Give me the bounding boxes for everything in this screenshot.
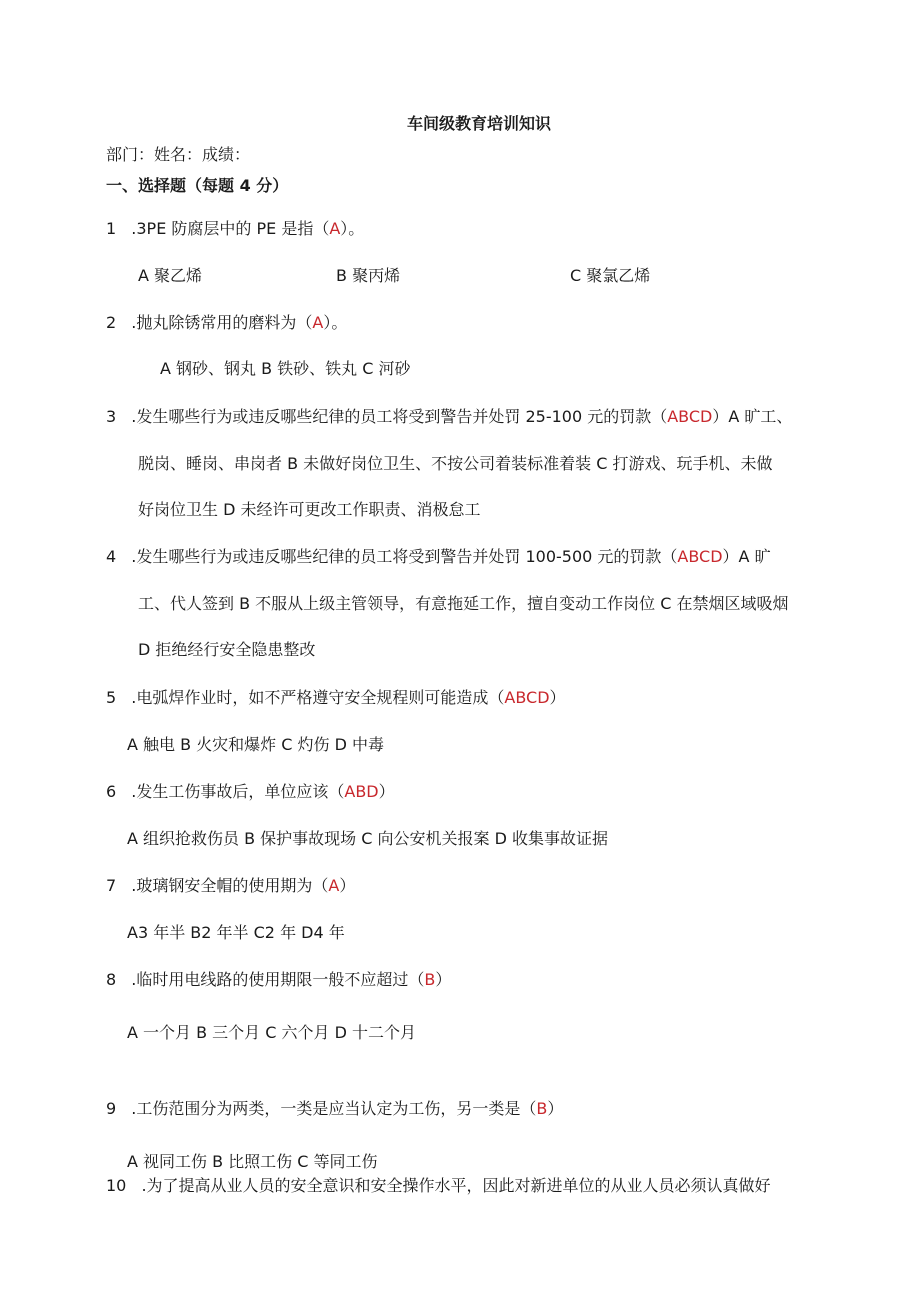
answer-text: B: [424, 970, 436, 989]
question-4: 4 .发生哪些行为或违反哪些纪律的员工将受到警告并处罚 100-500 元的罚款（ABCD）A 旷: [106, 547, 771, 566]
question-text: .发生哪些行为或违反哪些纪律的员工将受到警告并处罚 100-500 元的罚款（: [131, 547, 678, 566]
options-line: A3 年半 B2 年半 C2 年 D4 年: [127, 923, 345, 942]
question-text: .发生哪些行为或违反哪些纪律的员工将受到警告并处罚 25-100 元的罚款（: [131, 407, 668, 426]
answer-text: ABCD: [667, 407, 713, 426]
question-7: 7 .玻璃钢安全帽的使用期为（A）: [106, 876, 356, 895]
answer-text: ABCD: [504, 688, 550, 707]
question-3: 3 .发生哪些行为或违反哪些纪律的员工将受到警告并处罚 25-100 元的罚款（ABCD）A 旷工、: [106, 407, 793, 426]
question-number: 3: [106, 407, 117, 426]
question-number: 4: [106, 547, 117, 566]
options-line: A 视同工伤 B 比照工伤 C 等同工伤: [127, 1152, 378, 1171]
question-6: 6 .发生工伤事故后，单位应该（ABD）: [106, 782, 395, 801]
question-1: 1 .3PE 防腐层中的 PE 是指（A）。: [106, 219, 365, 238]
question-continuation: 好岗位卫生 D 未经许可更改工作职责、消极怠工: [138, 500, 481, 519]
question-2: 2 .抛丸除锈常用的磨料为（A）。: [106, 313, 348, 332]
question-text: .临时用电线路的使用期限一般不应超过（: [131, 970, 425, 989]
page-title: 车间级教育培训知识: [407, 114, 552, 133]
option-a: A 聚乙烯: [138, 266, 203, 285]
question-number: 10: [106, 1176, 127, 1195]
question-number: 8: [106, 970, 117, 989]
question-number: 2: [106, 313, 117, 332]
question-text: .电弧焊作业时，如不严格遵守安全规程则可能造成（: [131, 688, 505, 707]
option-c: C 聚氯乙烯: [570, 266, 651, 285]
answer-text: A: [328, 876, 340, 895]
answer-text: B: [536, 1099, 548, 1118]
question-number: 5: [106, 688, 117, 707]
question-number: 9: [106, 1099, 117, 1118]
question-continuation: 脱岗、睡岗、串岗者 B 未做好岗位卫生、不按公司着装标准着装 C 打游戏、玩手机、未做: [138, 454, 773, 473]
section-heading: 一、选择题（每题 4 分）: [106, 176, 289, 195]
options-line: A 组织抢救伤员 B 保护事故现场 C 向公安机关报案 D 收集事故证据: [127, 829, 609, 848]
question-text: .工伤范围分为两类，一类是应当认定为工伤，另一类是（: [131, 1099, 537, 1118]
option-b: B 聚丙烯: [336, 266, 401, 285]
question-number: 6: [106, 782, 117, 801]
question-text: .3PE 防腐层中的 PE 是指（: [131, 219, 330, 238]
question-text: .玻璃钢安全帽的使用期为（: [131, 876, 329, 895]
answer-text: A: [312, 313, 324, 332]
fields-line: 部门：姓名：成绩：: [106, 145, 251, 164]
question-continuation: 工、代人签到 B 不服从上级主管领导，有意拖延工作，擅自变动工作岗位 C 在禁烟区域吸烟: [138, 594, 789, 613]
question-continuation: D 拒绝经行安全隐患整改: [138, 640, 316, 659]
question-text: .抛丸除锈常用的磨料为（: [131, 313, 313, 332]
question-10: [106, 1176, 771, 1196]
question-text: .为了提高从业人员的安全意识和安全操作水平，因此对新进单位的从业人员必须认真做好: [141, 1176, 771, 1195]
options-line: A 触电 B 火灾和爆炸 C 灼伤 D 中毒: [127, 735, 385, 754]
answer-text: A: [329, 219, 341, 238]
question-number: 7: [106, 876, 117, 895]
question-text: .发生工伤事故后，单位应该（: [131, 782, 345, 801]
answer-text: ABD: [344, 782, 379, 801]
answer-text: ABCD: [677, 547, 723, 566]
options-line: A 钢砂、钢丸 B 铁砂、铁丸 C 河砂: [160, 359, 411, 378]
question-5: 5 .电弧焊作业时，如不严格遵守安全规程则可能造成（ABCD）: [106, 688, 566, 707]
options-line: A 一个月 B 三个月 C 六个月 D 十二个月: [127, 1023, 417, 1042]
question-number: 1: [106, 219, 117, 238]
question-9: 9 .工伤范围分为两类，一类是应当认定为工伤，另一类是（B）: [106, 1099, 564, 1118]
question-8: 8 .临时用电线路的使用期限一般不应超过（B）: [106, 970, 452, 989]
